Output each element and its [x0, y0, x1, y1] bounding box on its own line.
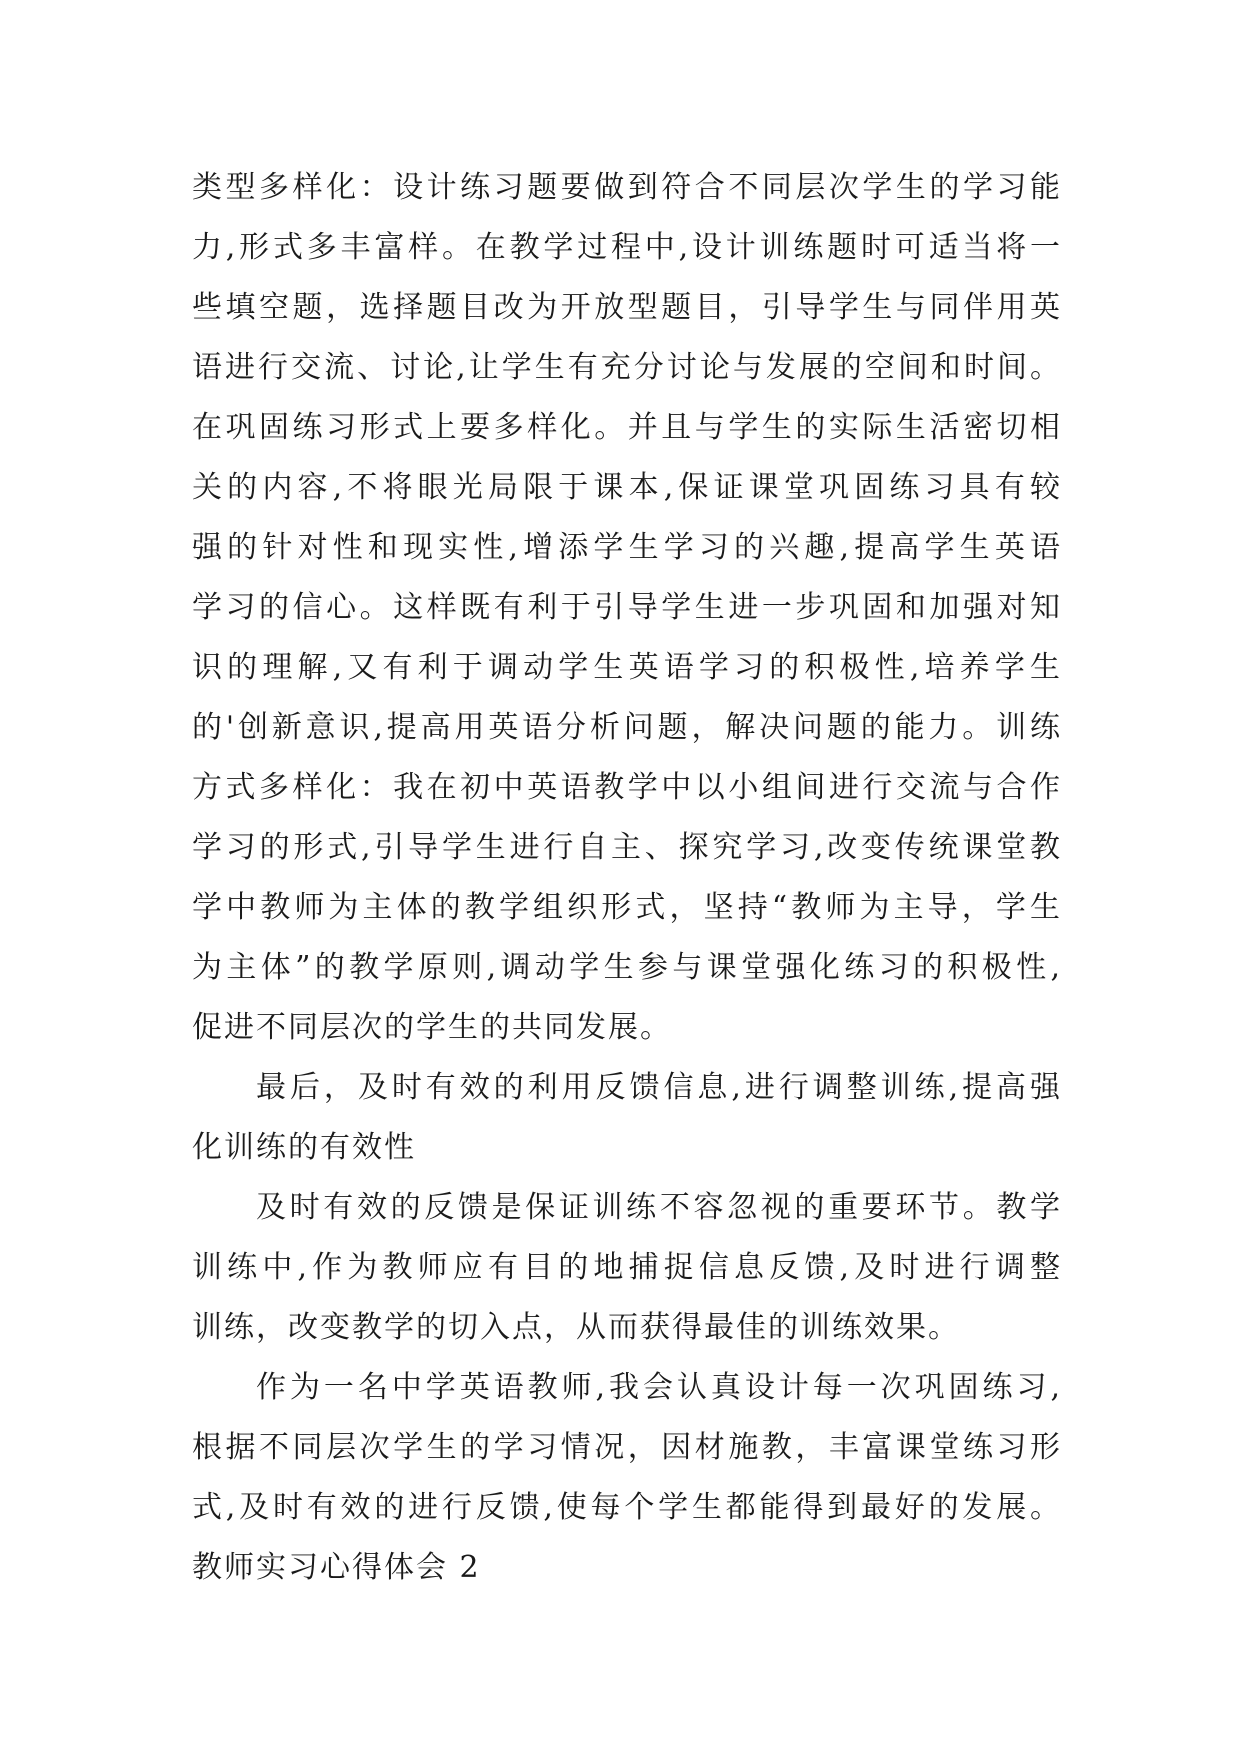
text-line: 促进不同层次的学生的共同发展。 — [192, 1010, 672, 1045]
text-line: 及时有效的反馈是保证训练不容忽视的重要环节。教学 — [256, 1190, 1062, 1225]
text-line: 作为一名中学英语教师,我会认真设计每一次巩固练习, — [256, 1370, 1062, 1405]
text-line: 最后，及时有效的利用反馈信息,进行调整训练,提高强 — [256, 1070, 1062, 1105]
text-line: 强的针对性和现实性,增添学生学习的兴趣,提高学生英语 — [192, 530, 1062, 565]
text-line: 力,形式多丰富样。在教学过程中,设计训练题时可适当将一 — [192, 230, 1062, 265]
text-line: 为主体”的教学原则,调动学生参与课堂强化练习的积极性, — [192, 950, 1062, 985]
text-line: 语进行交流、讨论,让学生有充分讨论与发展的空间和时间。 — [192, 350, 1062, 385]
text-line: 训练，改变教学的切入点，从而获得最佳的训练效果。 — [192, 1310, 960, 1345]
text-line: 训练中,作为教师应有目的地捕捉信息反馈,及时进行调整 — [192, 1250, 1062, 1285]
text-line: 识的理解,又有利于调动学生英语学习的积极性,培养学生 — [192, 650, 1062, 685]
section-heading: 教师实习心得体会 2 — [192, 1550, 481, 1585]
text-line: 学中教师为主体的教学组织形式，坚持“教师为主导，学生 — [192, 890, 1062, 925]
text-line: 方式多样化：我在初中英语教学中以小组间进行交流与合作 — [192, 770, 1062, 805]
text-line: 些填空题，选择题目改为开放型题目，引导学生与同伴用英 — [192, 290, 1062, 325]
body-text — [192, 158, 1062, 1598]
text-line: 的'创新意识,提高用英语分析问题，解决问题的能力。训练 — [192, 710, 1062, 745]
text-line: 根据不同层次学生的学习情况，因材施教，丰富课堂练习形 — [192, 1430, 1062, 1465]
text-line: 学习的信心。这样既有利于引导学生进一步巩固和加强对知 — [192, 590, 1062, 625]
text-line: 学习的形式,引导学生进行自主、探究学习,改变传统课堂教 — [192, 830, 1062, 865]
text-line: 类型多样化：设计练习题要做到符合不同层次学生的学习能 — [192, 170, 1062, 205]
text-line: 式,及时有效的进行反馈,使每个学生都能得到最好的发展。 — [192, 1490, 1062, 1525]
text-line: 在巩固练习形式上要多样化。并且与学生的实际生活密切相 — [192, 410, 1062, 445]
text-line: 关的内容,不将眼光局限于课本,保证课堂巩固练习具有较 — [192, 470, 1062, 505]
text-line: 化训练的有效性 — [192, 1130, 416, 1165]
